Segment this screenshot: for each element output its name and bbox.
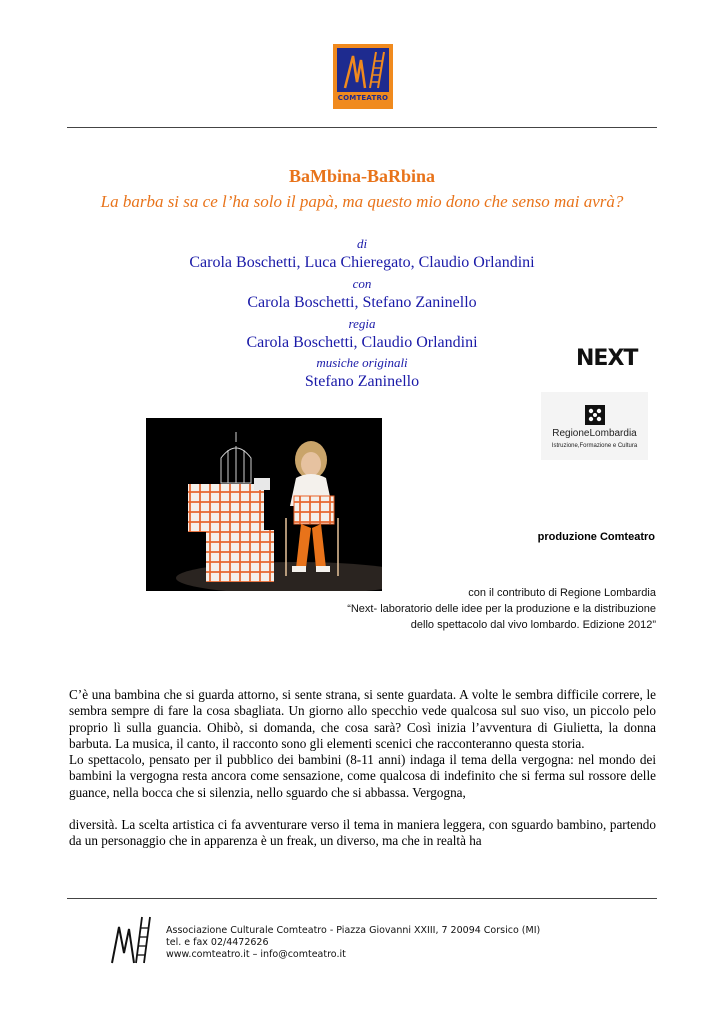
regione-subtitle: Istruzione,Formazione e Cultura xyxy=(551,443,638,449)
footer-web[interactable]: www.comteatro.it – info@comteatro.it xyxy=(166,949,346,960)
footer-contact xyxy=(166,925,540,961)
paragraph-theme: Lo spettacolo, pensato per il pubblico dei bambini (8-11 anni) indaga il tema della vergogna: nel mondo dei bambini la vergogna resta ancora come sensazione, come qualcosa di indefinito che si ferma sul rossore delle guance, nella bocca che si silenzia, nello sguardo che si abbassa. Vergogna, xyxy=(69,752,656,800)
credit-names-direction: Carola Boschetti, Claudio Orlandini xyxy=(246,334,478,351)
show-title: BaMbina-BaRbina xyxy=(288,166,436,186)
regione-name: RegioneLombardia xyxy=(552,428,637,439)
credit-label-direction: regia xyxy=(348,316,376,331)
show-subtitle: La barba si sa ce l’ha solo il papà, ma questo mio dono che senso mai avrà? xyxy=(100,192,624,211)
production-credit: produzione Comteatro xyxy=(537,531,655,543)
paragraph-intro: C’è una bambina che si guarda attorno, si sente strana, si sente guardata. A volte le sembra difficile correre, le sembra sempre di fare la cosa sbagliata. Un giorno allo specchio vede qualcosa sul suo viso, un piccolo pelo proprio lì sulla guancia. Ohibò, si domanda, che cosa sarà? Così inizia l’avventura di Giulietta, la donna barbuta. La musica, il canto, il racconto sono gli elementi scenici che racconteranno questa storia. xyxy=(69,687,656,751)
regione-lombardia-logo xyxy=(541,392,648,460)
rose-camuna-icon xyxy=(585,405,605,425)
body-text xyxy=(69,687,656,850)
contribution-line-1: con il contributo di Regione Lombardia xyxy=(468,587,656,599)
credit-label-music: musiche originali xyxy=(316,355,408,370)
next-logo xyxy=(576,346,637,371)
credit-label-cast: con xyxy=(352,276,372,291)
next-logo-text: NEXT xyxy=(576,346,638,371)
credit-names-cast: Carola Boschetti, Stefano Zaninello xyxy=(247,294,477,311)
footer-address: Associazione Culturale Comteatro - Piazza Giovanni XXIII, 7 20094 Corsico (MI) xyxy=(166,925,541,936)
comteatro-logo xyxy=(333,44,393,109)
credit-names-authors: Carola Boschetti, Luca Chieregato, Claudio Orlandini xyxy=(189,254,535,271)
header-divider xyxy=(67,127,657,128)
logo-wordmark: COMTEATRO xyxy=(337,94,389,102)
footer-divider xyxy=(67,898,657,899)
footer-ladder-icon xyxy=(108,913,154,965)
stage-photo xyxy=(146,418,382,591)
footer-phone: tel. e fax 02/4472626 xyxy=(166,937,269,948)
credit-label-authors: di xyxy=(356,236,368,251)
credit-names-music: Stefano Zaninello xyxy=(304,373,420,390)
contribution-line-3: dello spettacolo dal vivo lombardo. Edizione 2012” xyxy=(410,619,656,631)
paragraph-approach: diversità. La scelta artistica ci fa avventurare verso il tema in maniera leggera, con sguardo bambino, partendo da un personaggio che in apparenza è un freak, un diverso, ma che in realtà ha xyxy=(69,817,656,849)
ladder-icon xyxy=(337,48,389,92)
contribution-line-2: “Next- laboratorio delle idee per la produzione e la distribuzione xyxy=(347,603,656,615)
